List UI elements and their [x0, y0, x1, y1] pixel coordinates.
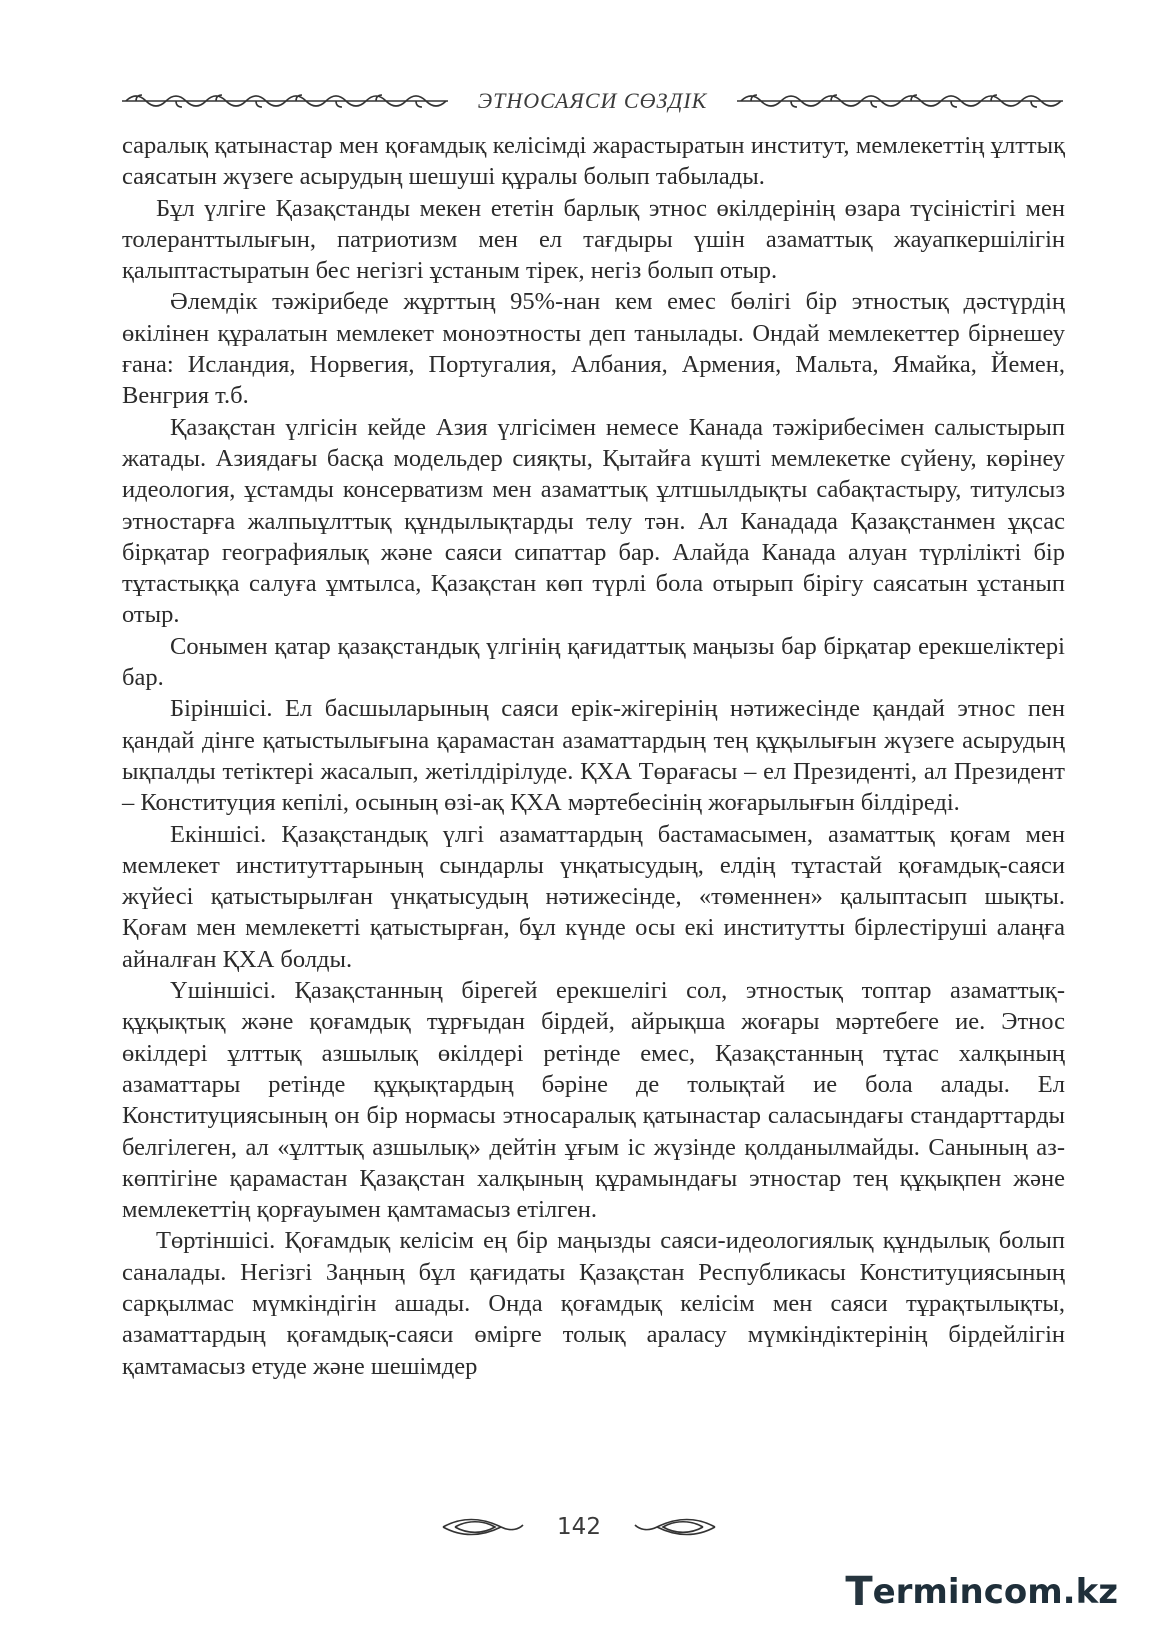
- watermark-suffix: m.kz: [1027, 1572, 1118, 1612]
- paragraph-4: Қазақстан үлгісін кейде Азия үлгісімен немесе Канада тәжірибесімен салыстырып жатады. Азиядағы басқа модельдер сияқты, Қытайға күшті мемлекетке сүйену, көрінеу идеология, ұстамды консерватизм мен азаматтық ұлтшылдықты сабақтастыру, титулсыз этностарға жалпыұлттық құндылықтарды телу тән. Ал Канадада Қазақстанмен ұқсас бірқатар географиялық және саяси сипаттар бар. Алайда Канада алуан түрлілікті бір тұтастыққа салуға ұмтылса, Қазақстан көп түрлі бола отырып бірігу саясатын ұстанып отыр.: [122, 413, 1065, 629]
- paragraph-1: саралық қатынастар мен қоғамдық келісімді жарастыратын институт, мемлекеттің ұлттық саясатын жүзеге асырудың шешуші құралы болып табылады.: [122, 132, 1065, 191]
- header-title: ЭТНОСАЯСИ СӨЗДІК: [477, 88, 708, 113]
- site-watermark: [845, 1569, 1118, 1615]
- page-number: 142: [557, 1514, 601, 1540]
- ornament-right-icon: [735, 90, 1065, 112]
- page-body: [122, 130, 1065, 1382]
- footer-ornament-left-icon: [441, 1515, 525, 1539]
- paragraph-2: Бұл үлгіге Қазақстанды мекен ететін барлық этнос өкілдерінің өзара түсіністігі мен толеранттылығын, патриотизм мен ел тағдыры үшін азаматтық жауапкершілігін қалыптастыратын бес негізгі ұстаным тірек, негіз болып отыр.: [122, 194, 1065, 285]
- watermark-letter-t: T: [845, 1569, 873, 1615]
- ornament-left-icon: [120, 90, 450, 112]
- paragraph-6: Біріншісі. Ел басшыларының саяси ерік-жігерінің нәтижесінде қандай этнос пен қандай дінге қатыстылығына қарамастан азаматтардың тең құқылығын жүзеге асырудың ықпалды тетіктері жасалып, жетілдірілуде. ҚХА Төрағасы – ел Президенті, ал Президент – Конституция кепілі, осының өзі-ақ ҚХА мәртебесінің жоғарылығын білдіреді.: [122, 695, 1065, 817]
- paragraph-9: Төртіншісі. Қоғамдық келісім ең бір маңызды саяси-идеологиялық құндылық болып саналады. Негізгі Заңның бұл қағидаты Қазақстан Республикасы Конституциясының сарқылмас мүмкіндігін ашады. Онда қоғамдық келісім мен саяси тұрақтылықты, азаматтардың қоғамдық-саяси өмірге толық араласу мүмкіндіктерінің бірдейлігін қамтамасыз етуде және шешімдер: [122, 1227, 1065, 1380]
- watermark-text: erminc: [872, 1572, 1004, 1612]
- paragraph-5: Сонымен қатар қазақстандық үлгінің қағидаттық маңызы бар бірқатар ерекшеліктері бар.: [122, 632, 1065, 692]
- footer-ornament-right-icon: [633, 1515, 717, 1539]
- running-header: [120, 86, 1065, 116]
- watermark-o: o: [1003, 1572, 1028, 1612]
- page-footer: [0, 1510, 1158, 1544]
- paragraph-3: Әлемдік тәжірибеде жұрттың 95%-нан кем емес бөлігі бір этностық дәстүрдің өкілінен құралатын мемлекет моноэтносты деп танылады. Ондай мемлекеттер бірнешеу ғана: Исландия, Норвегия, Португалия, Албания, Армения, Мальта, Ямайка, Йемен, Венгрия т.б.: [122, 288, 1065, 410]
- paragraph-7: Екіншісі. Қазақстандық үлгі азаматтардың бастамасымен, азаматтық қоғам мен мемлекет институттарының сындарлы үнқатысудың, елдің тұтастай қоғамдық-саяси жүйесі қатыстырылған үнқатысудың нәтижесінде, «төменнен» қалыптасып шықты. Қоғам мен мемлекетті қатыстырған, бұл күнде осы екі институтты бірлестіруші алаңға айналған ҚХА болды.: [122, 820, 1065, 973]
- paragraph-8: Үшіншісі. Қазақстанның бірегей ерекшелігі сол, этностық топтар азаматтық-құқықтық және қоғамдық тұрғыдан бірдей, айрықша жоғары мәртебеге ие. Этнос өкілдері ұлттық азшылық өкілдері ретінде емес, Қазақстанның тұтас халқының азаматтары ретінде құқықтардың бәріне де толықтай ие бола алады. Ел Конституциясының он бір нормасы этносаралық қатынастар саласындағы стандарттарды белгілеген, ал «ұлттық азшылық» дейтін ұғым іс жүзінде қолданылмайды. Санының аз-көптігіне қарамастан Қазақстан халқының құрамындағы этностар тең құқықпен және мемлекеттің қорғауымен қамтамасыз етілген.: [122, 977, 1065, 1224]
